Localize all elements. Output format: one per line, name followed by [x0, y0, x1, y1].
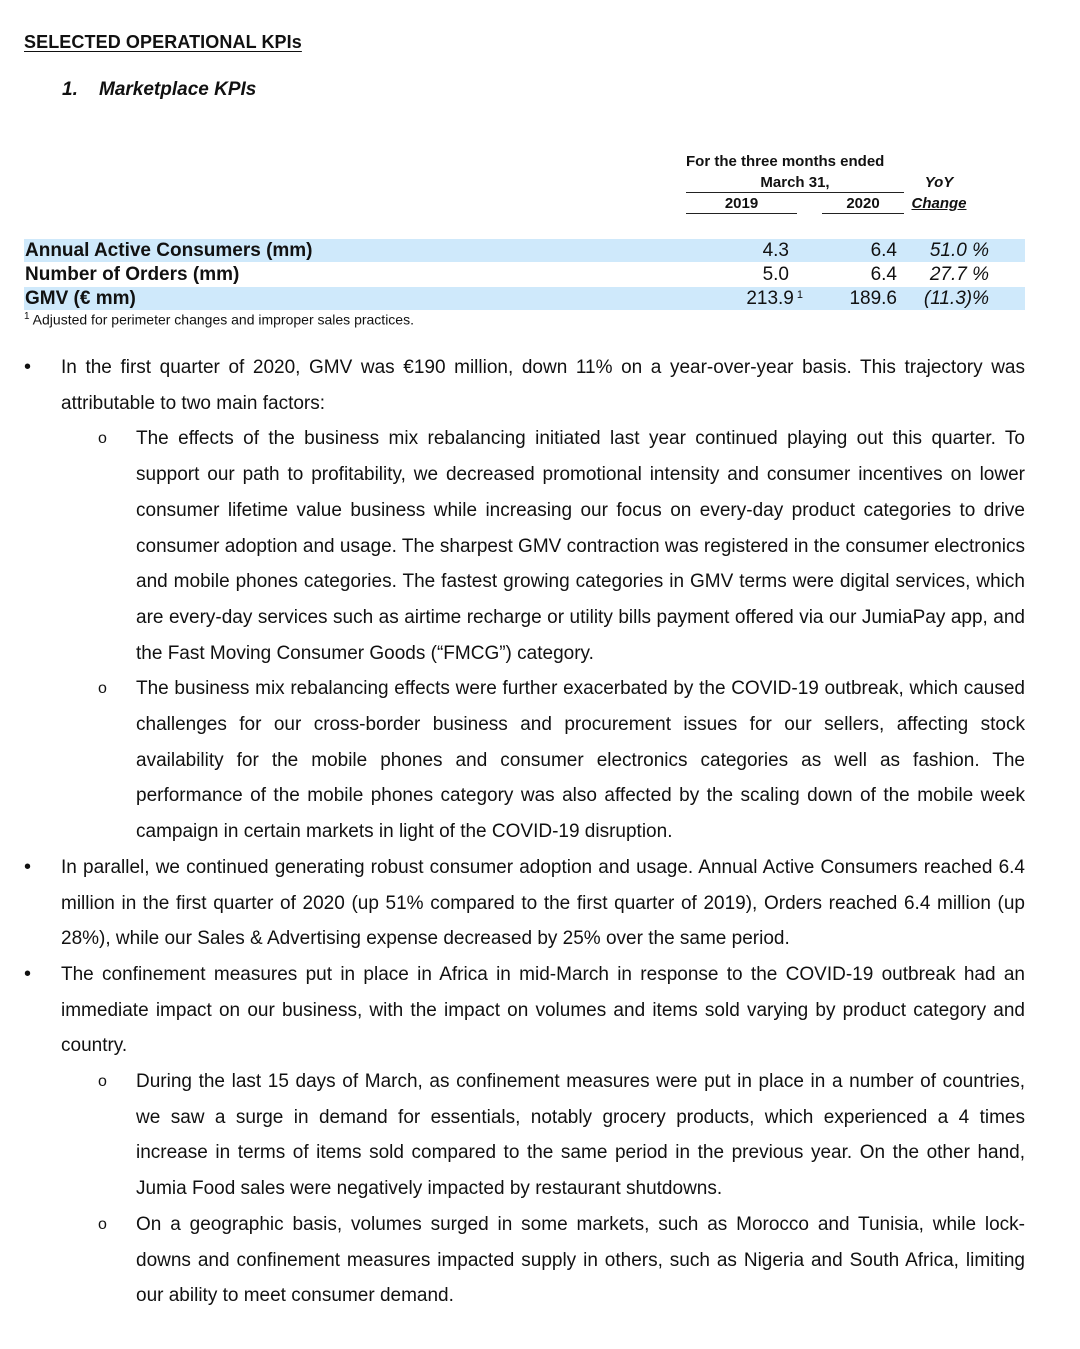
value-2019: 5.0: [762, 264, 789, 285]
circle-bullet-icon: o: [98, 680, 107, 698]
header-period: For the three months ended: [686, 153, 885, 170]
value-yoy: 51.0 %: [929, 240, 989, 261]
header-year-2019: 2019: [686, 195, 797, 214]
commentary: [0, 350, 1080, 1314]
row-label: Number of Orders (mm): [25, 264, 240, 285]
bullet-text: The confinement measures put in place in Africa in mid-March in response to the COVID-19 outbreak had an immediate impact on our business, with the impact on volumes and items sold varying by product category and country.: [61, 963, 1025, 1057]
sub-bullet-text: During the last 15 days of March, as confinement measures were put in place in a number of countries, we saw a surge in demand for essentials, notably grocery products, which experienced a 4 times increase in terms of items sold compared to the same period in the previous year. On the other hand, Jumia Food sales were negatively impacted by restaurant shutdowns.: [136, 1071, 1025, 1200]
value-2020: 189.6: [849, 288, 897, 309]
value-yoy: 27.7 %: [929, 264, 989, 285]
section-title: SELECTED OPERATIONAL KPIs: [24, 32, 302, 52]
row-label: GMV (€ mm): [25, 288, 136, 309]
value-2020: 6.4: [870, 264, 897, 285]
table-row: [24, 287, 1025, 310]
sub-bullet-text: The business mix rebalancing effects were further exacerbated by the COVID-19 outbreak, which caused challenges for our cross-border business and procurement issues for our sellers, affecting stock availability for the mobile phones and consumer electronics categories as well as fashion. The performance of the mobile phones category was also affected by the scaling down of the mobile week campaign in certain markets in light of the COVID-19 disruption.: [136, 678, 1025, 843]
sub-bullet-text: The effects of the business mix rebalancing initiated last year continued playing out this quarter. To support our path to profitability, we decreased promotional intensity and consumer incentives on lower consumer lifetime value business while increasing our focus on every-day product categories to drive consumer adoption and usage. The sharpest GMV contraction was registered in the consumer electronics and mobile phones categories. The fastest growing categories in GMV terms were digital services, which are every-day services such as airtime recharge or utility bills payment offered via our JumiaPay app, and the Fast Moving Consumer Goods (“FMCG”) category.: [136, 428, 1025, 664]
bullet-icon: •: [24, 962, 32, 985]
header-date: March 31,: [686, 174, 904, 193]
value-2020: 6.4: [870, 240, 897, 261]
subsection-title: [62, 79, 256, 101]
subsection-label: Marketplace KPIs: [99, 79, 257, 100]
footnote-marker: 1: [24, 311, 30, 322]
footnote-ref: 1: [796, 289, 803, 301]
bullet-item: [24, 850, 1025, 957]
sub-bullet-item: [98, 1064, 1025, 1207]
circle-bullet-icon: o: [98, 430, 107, 448]
bullet-icon: •: [24, 855, 32, 878]
value-2019: 4.3: [762, 240, 789, 261]
footnote-text: Adjusted for perimeter changes and improper sales practices.: [29, 311, 414, 328]
bullet-text: In parallel, we continued generating robust consumer adoption and usage. Annual Active Consumers reached 6.4 million in the first quarter of 2020 (up 51% compared to the first quarter of 2019), Orders reached 6.4 million (up 28%), while our Sales & Advertising expense decreased by 25% over the same period.: [61, 856, 1025, 950]
header-year-2020: 2020: [822, 195, 904, 214]
circle-bullet-icon: o: [98, 1215, 107, 1233]
sub-bullet-item: [98, 671, 1025, 850]
sub-bullet-text: On a geographic basis, volumes surged in some markets, such as Morocco and Tunisia, while lock-downs and confinement measures impacted supply in others, such as Nigeria and South Africa, limiting our ability to meet consumer demand.: [136, 1213, 1025, 1307]
bullet-icon: •: [24, 356, 32, 378]
bullet-item: [24, 350, 1025, 421]
table-row: [24, 239, 1025, 262]
sub-bullet-item: [98, 1207, 1025, 1314]
sub-bullet-item: [98, 421, 1025, 671]
bullet-item: [24, 957, 1025, 1064]
table-row: [24, 263, 1025, 286]
subsection-number: 1.: [62, 79, 78, 100]
table-footnote: [24, 311, 414, 328]
circle-bullet-icon: o: [98, 1073, 107, 1091]
value-2019-number: 213.9: [746, 288, 794, 309]
header-yoy: YoY: [924, 174, 954, 191]
value-yoy: (11.3)%: [923, 288, 989, 309]
header-change: Change: [911, 195, 967, 212]
bullet-text: In the first quarter of 2020, GMV was €190 million, down 11% on a year-over-year basis. This trajectory was attributable to two main factors:: [61, 357, 1025, 414]
row-label: Annual Active Consumers (mm): [25, 240, 313, 261]
value-2019: [746, 287, 803, 310]
